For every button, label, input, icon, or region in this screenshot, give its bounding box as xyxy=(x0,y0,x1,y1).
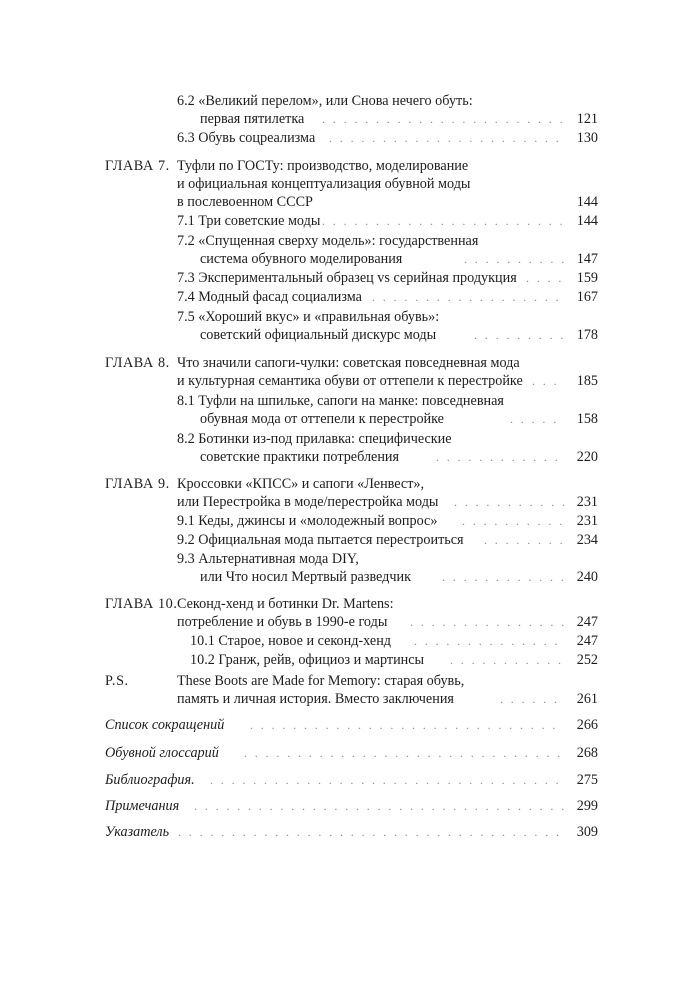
toc-page-number: 159 xyxy=(576,270,598,286)
chapter-9-title-line2: или Перестройка в моде/перестройка моды xyxy=(177,494,439,510)
leader-dots xyxy=(372,288,564,307)
toc-page-number: 234 xyxy=(576,532,598,548)
leader-dots xyxy=(442,568,564,587)
leader-dots xyxy=(210,771,564,790)
leader-dots xyxy=(510,410,564,429)
toc-page-number: 158 xyxy=(576,411,598,427)
chapter-10-label: ГЛАВА 10. xyxy=(105,596,178,612)
chapter-7-title-line2: и официальная концептуализация обувной моды xyxy=(177,176,471,192)
leader-dots xyxy=(250,716,564,735)
toc-section-9-1: 9.1 Кеды, джинсы и «молодежный вопрос» xyxy=(177,513,438,529)
toc-section-9-2: 9.2 Официальная мода пытается перестроиться xyxy=(177,532,464,548)
toc-section-6-2-line2: первая пятилетка xyxy=(200,111,305,127)
toc-section-8-2-line2: советские практики потребления xyxy=(200,449,400,465)
backmatter-abbreviations: Список сокращений xyxy=(105,717,225,733)
leader-dots xyxy=(322,212,564,231)
toc-page-number: 247 xyxy=(576,614,598,630)
toc-section-8-1-line1: 8.1 Туфли на шпильке, сапоги на манке: повседневная xyxy=(177,393,504,409)
leader-dots xyxy=(194,797,564,816)
toc-section-8-1-line2: обувная мода от оттепели к перестройке xyxy=(200,411,444,427)
leader-dots xyxy=(329,129,564,148)
leader-dots xyxy=(484,531,564,550)
toc-page-number: 178 xyxy=(576,327,598,343)
toc-page-number: 268 xyxy=(576,745,598,761)
toc-section-10-2: 10.2 Гранж, рейв, официоз и мартинсы xyxy=(190,652,425,668)
toc-page-number: 121 xyxy=(576,111,598,127)
chapter-8-title-line1: Что значили сапоги-чулки: советская повседневная мода xyxy=(177,355,520,371)
chapter-10-title-line2: потребление и обувь в 1990-е годы xyxy=(177,614,388,630)
leader-dots xyxy=(464,250,564,269)
toc-section-7-5-line2: советский официальный дискурс моды xyxy=(200,327,437,343)
chapter-7-label: ГЛАВА 7. xyxy=(105,158,170,174)
toc-page-number: 266 xyxy=(576,717,598,733)
backmatter-bibliography: Библиография. xyxy=(105,772,195,788)
toc-page-number: 299 xyxy=(576,798,598,814)
leader-dots xyxy=(462,512,564,531)
toc-page-number: 240 xyxy=(576,569,598,585)
toc-page-number: 167 xyxy=(576,289,598,305)
toc-section-10-1: 10.1 Старое, новое и секонд-хенд xyxy=(190,633,392,649)
leader-dots xyxy=(414,632,564,651)
toc-section-7-3: 7.3 Экспериментальный образец vs серийная продукция xyxy=(177,270,517,286)
leader-dots xyxy=(450,651,564,670)
leader-dots xyxy=(244,744,564,763)
toc-section-9-3-line1: 9.3 Альтернативная мода DIY, xyxy=(177,551,359,567)
leader-dots xyxy=(410,613,564,632)
leader-dots xyxy=(178,823,564,842)
toc-section-9-3-line2: или Что носил Мертвый разведчик xyxy=(200,569,412,585)
toc-page-number: 261 xyxy=(576,691,598,707)
leader-dots xyxy=(322,110,564,129)
toc-page-number: 252 xyxy=(576,652,598,668)
backmatter-glossary: Обувной глоссарий xyxy=(105,745,219,761)
chapter-7-title-line3: в послевоенном СССР xyxy=(177,194,313,210)
toc-section-7-4: 7.4 Модный фасад социализма xyxy=(177,289,362,305)
toc-section-7-2-line2: система обувного моделирования xyxy=(200,251,403,267)
toc-section-6-2-line1: 6.2 «Великий перелом», или Снова нечего обуть: xyxy=(177,93,473,109)
toc-page-number: 247 xyxy=(576,633,598,649)
leader-dots xyxy=(474,326,564,345)
leader-dots xyxy=(532,372,564,391)
toc-page-number: 144 xyxy=(576,194,598,210)
chapter-9-title-line1: Кроссовки «КПСС» и сапоги «Ленвест», xyxy=(177,476,425,492)
leader-dots xyxy=(436,448,564,467)
chapter-10-title-line1: Секонд-хенд и ботинки Dr. Martens: xyxy=(177,596,394,612)
ps-title-line2: память и личная история. Вместо заключения xyxy=(177,691,454,707)
chapter-8-label: ГЛАВА 8. xyxy=(105,355,170,371)
toc-page-number: 231 xyxy=(576,494,598,510)
chapter-7-title-line1: Туфли по ГОСТу: производство, моделирование xyxy=(177,158,469,174)
toc-page-number: 147 xyxy=(576,251,598,267)
leader-dots xyxy=(454,493,564,512)
toc-section-7-1: 7.1 Три советские моды xyxy=(177,213,321,229)
toc-section-7-2-line1: 7.2 «Спущенная сверху модель»: государственная xyxy=(177,233,479,249)
toc-page-number: 144 xyxy=(576,213,598,229)
backmatter-index: Указатель xyxy=(105,824,170,840)
toc-page-number: 130 xyxy=(576,130,598,146)
toc-section-7-5-line1: 7.5 «Хороший вкус» и «правильная обувь»: xyxy=(177,309,440,325)
ps-title-line1: These Boots are Made for Memory: старая обувь, xyxy=(177,673,465,689)
ps-label: P.S. xyxy=(105,673,129,689)
leader-dots xyxy=(526,269,564,288)
toc-page-number: 185 xyxy=(576,373,598,389)
toc-page-number: 220 xyxy=(576,449,598,465)
chapter-8-title-line2: и культурная семантика обуви от оттепели к перестройке xyxy=(177,373,523,389)
toc-page-number: 275 xyxy=(576,772,598,788)
toc-section-6-3: 6.3 Обувь соцреализма xyxy=(177,130,316,146)
backmatter-notes: Примечания xyxy=(105,798,180,814)
leader-dots xyxy=(500,690,564,709)
chapter-9-label: ГЛАВА 9. xyxy=(105,476,170,492)
toc-section-8-2-line1: 8.2 Ботинки из-под прилавка: специфические xyxy=(177,431,452,447)
toc-page-number: 309 xyxy=(576,824,598,840)
toc-page-number: 231 xyxy=(576,513,598,529)
